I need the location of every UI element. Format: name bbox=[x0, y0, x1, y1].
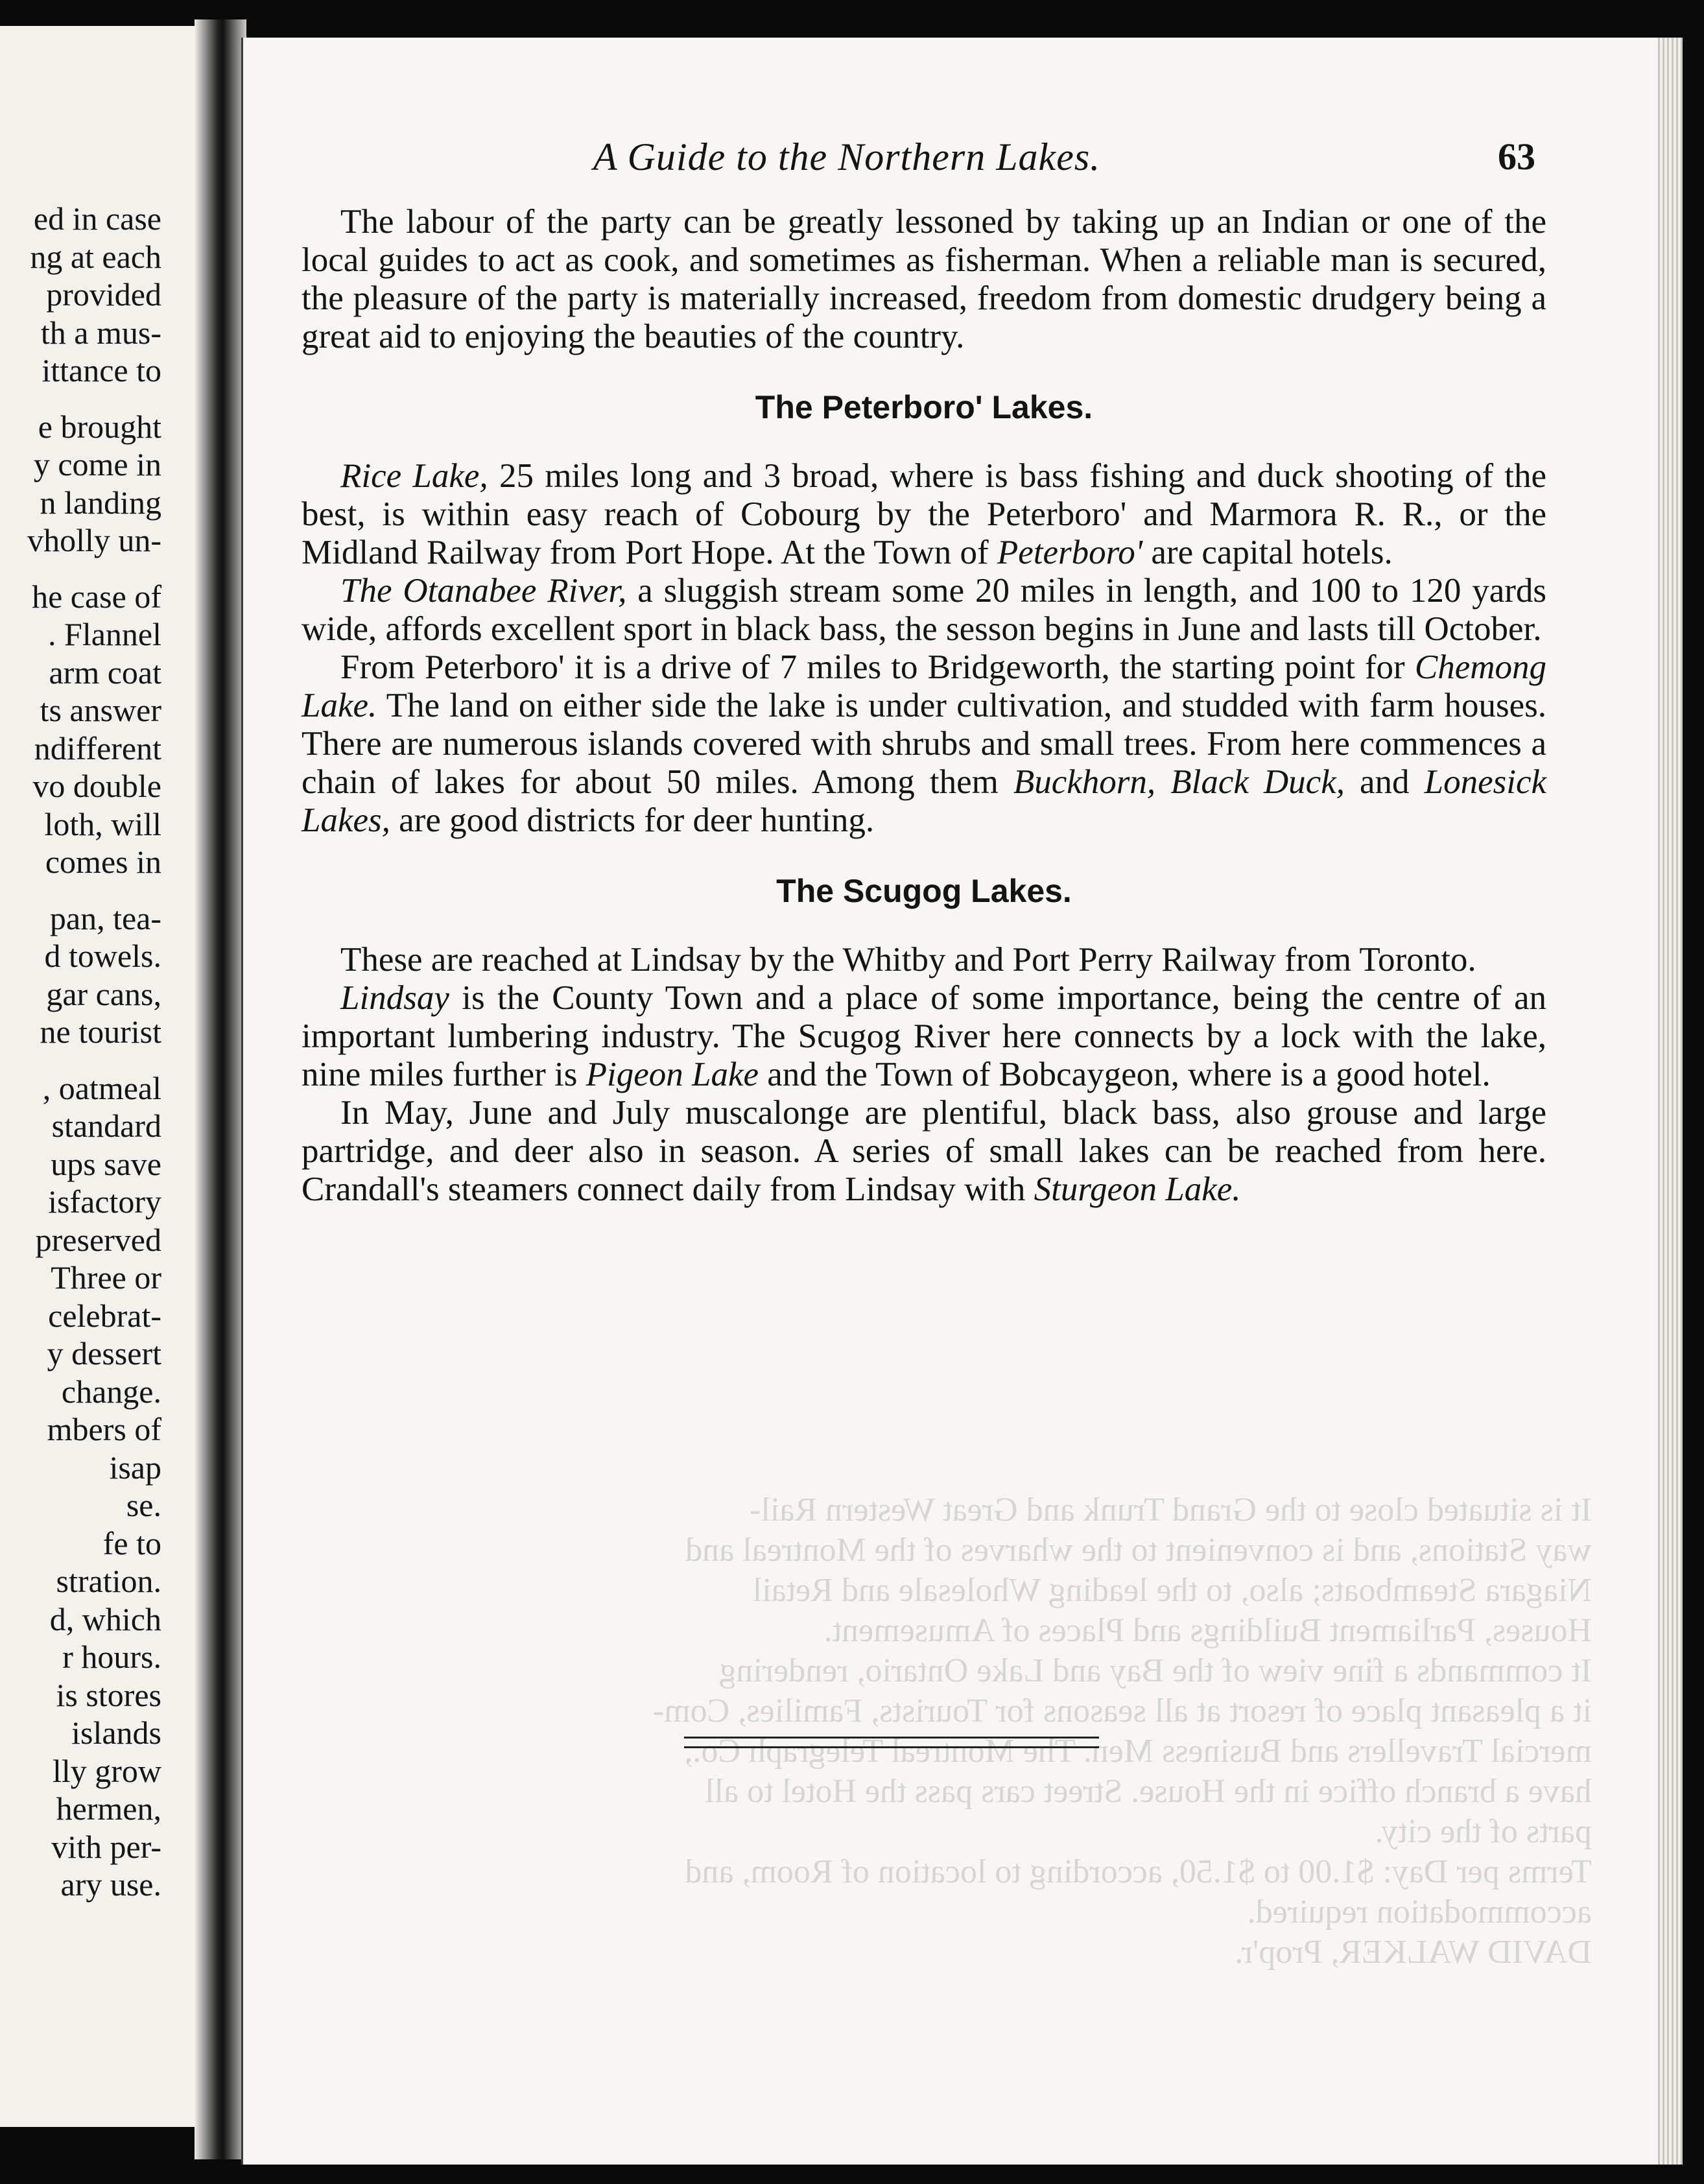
text-span: 25 miles long and 3 broad, where is bass fishing and duck shooting of the best, is within easy reach of Cobourg by the Peterboro' and Marmora R. R., or the Midland Railway from Port Hope. At the Town of bbox=[302, 457, 1546, 571]
left-page-line: provided bbox=[46, 276, 161, 313]
left-page-line: pan, tea- bbox=[49, 899, 161, 936]
left-page-line: vholly un- bbox=[27, 522, 161, 558]
left-page-line: celebrat- bbox=[48, 1297, 161, 1334]
show-through-text bbox=[243, 1490, 1670, 2074]
left-page-line: arm coat bbox=[49, 654, 161, 691]
page-edge bbox=[1658, 38, 1683, 2165]
show-through-line: DAVID WALKER, Prop'r. bbox=[1235, 1934, 1592, 1971]
left-page-line: ary use. bbox=[60, 1866, 161, 1903]
left-page-line: gar cans, bbox=[46, 975, 161, 1012]
left-page-line: comes in bbox=[45, 844, 161, 880]
left-page-line: ups save bbox=[51, 1145, 161, 1182]
end-rule bbox=[684, 1737, 1099, 1748]
left-page-line: hermen, bbox=[56, 1790, 161, 1827]
body-text bbox=[302, 203, 1546, 1209]
paragraph-lindsay bbox=[302, 979, 1546, 1094]
left-page-line: ittance to bbox=[41, 352, 161, 388]
left-page-line: ng at each bbox=[30, 238, 161, 275]
text-span: The land on either side the lake is under cultivation, and studded with farm houses. There are numerous islands covered with shrubs and small trees. From here commences a chain of lakes for about 50 miles. Among them bbox=[302, 687, 1546, 801]
left-page-fragment bbox=[0, 26, 226, 2127]
paragraph-chemong bbox=[302, 648, 1546, 840]
page-number: 63 bbox=[1498, 136, 1535, 178]
left-page-line: ed in case bbox=[33, 200, 161, 237]
left-page-line: he case of bbox=[32, 578, 161, 615]
left-page-line: is stores bbox=[56, 1676, 161, 1713]
left-page-line: ne tourist bbox=[40, 1014, 161, 1050]
paragraph-muscalonge bbox=[302, 1094, 1546, 1209]
left-page-line: e brought bbox=[38, 408, 161, 445]
left-page-line: standard bbox=[51, 1108, 161, 1144]
book-gutter bbox=[195, 19, 246, 2159]
left-page-line: fe to bbox=[102, 1525, 161, 1561]
show-through-line: mercial Travellers and Business Men. The Montreal Telegraph Co., bbox=[684, 1733, 1592, 1770]
place-name: Pigeon Lake bbox=[586, 1056, 759, 1093]
left-page-text bbox=[27, 200, 161, 1904]
left-page-line: se. bbox=[126, 1487, 161, 1523]
show-through-line: parts of the city. bbox=[1375, 1813, 1592, 1850]
text-span: are good districts for deer hunting. bbox=[390, 801, 875, 839]
running-head: A Guide to the Northern Lakes. bbox=[593, 136, 1101, 178]
section-heading-scugog: The Scugog Lakes. bbox=[776, 873, 1072, 909]
left-page-line: ndifferent bbox=[34, 730, 161, 766]
place-name: Buckhorn, Black Duck, bbox=[1013, 763, 1345, 801]
show-through-line: have a branch office in the House. Street cars pass the Hotel to all bbox=[705, 1773, 1592, 1810]
left-page-line: lly grow bbox=[52, 1752, 161, 1789]
paragraph-rice-lake bbox=[302, 457, 1546, 572]
left-page-line: Three or bbox=[51, 1259, 161, 1296]
text-span: a sluggish stream some 20 miles in length, and 100 to 120 yards wide, affords excellent sport in black bass, the sesson begins in June and lasts till October. bbox=[302, 572, 1546, 648]
left-page-line: isfactory bbox=[48, 1183, 161, 1220]
paragraph-lindsay-access: These are reached at Lindsay by the Whitby and Port Perry Railway from Toronto. bbox=[340, 941, 1476, 979]
left-page-line: y dessert bbox=[47, 1335, 161, 1371]
left-page-line: change. bbox=[61, 1373, 161, 1410]
place-name: The Otanabee River, bbox=[340, 572, 627, 610]
text-span: are capital hotels. bbox=[1142, 534, 1393, 571]
left-page-line: . Flannel bbox=[48, 616, 161, 652]
place-name: Lonesick Lakes, bbox=[302, 763, 1546, 839]
left-page-line: stration. bbox=[56, 1563, 161, 1599]
left-page-line: vith per- bbox=[51, 1828, 161, 1865]
show-through-line: It is situated close to the Grand Trunk and Great Western Rail- bbox=[750, 1491, 1592, 1528]
left-page-line: islands bbox=[71, 1715, 161, 1751]
left-page-line: d, which bbox=[49, 1600, 161, 1637]
show-through-line: it a pleasant place of resort at all seasons for Tourists, Families, Com- bbox=[652, 1692, 1592, 1729]
place-name: Peterboro' bbox=[997, 534, 1143, 571]
left-page-line: , oatmeal bbox=[42, 1069, 161, 1106]
text-span: and bbox=[1344, 763, 1425, 801]
show-through-line: It commands a fine view of the Bay and Lake Ontario, rendering bbox=[719, 1652, 1592, 1689]
show-through-line: accommodation required. bbox=[1247, 1893, 1592, 1930]
left-page-line: ts answer bbox=[40, 692, 161, 728]
left-page-line: mbers of bbox=[47, 1411, 161, 1447]
place-name: Lindsay bbox=[340, 979, 449, 1017]
main-page bbox=[241, 38, 1683, 2165]
place-name: Sturgeon Lake. bbox=[1034, 1170, 1241, 1208]
text-span: is the County Town and a place of some importance, being the centre of an important lumbering industry. The Scugog River here connects by a lock with the lake, nine miles further is bbox=[302, 979, 1546, 1093]
paragraph-otanabee bbox=[302, 572, 1546, 648]
left-page-line: n landing bbox=[40, 484, 161, 521]
text-span: From Peterboro' it is a drive of 7 miles to Bridgeworth, the starting point for bbox=[340, 648, 1415, 686]
show-through-line: Terms per Day: $1.00 to $1.50, according to location of Room, and bbox=[685, 1853, 1592, 1890]
show-through-line: Niagara Steamboats; also, to the leading Wholesale and Retail bbox=[752, 1572, 1592, 1609]
left-page-line: d towels. bbox=[44, 938, 161, 974]
left-page-line: th a mus- bbox=[40, 314, 161, 351]
left-page-line: loth, will bbox=[44, 805, 161, 842]
left-page-line: r hours. bbox=[62, 1639, 161, 1675]
section-heading-peterboro: The Peterboro' Lakes. bbox=[755, 389, 1093, 425]
place-name: Rice Lake, bbox=[340, 457, 488, 495]
left-page-line: y come in bbox=[33, 446, 161, 482]
show-through-line: way Stations, and is convenient to the wharves of the Montreal and bbox=[685, 1532, 1592, 1569]
text-span: and the Town of Bobcaygeon, where is a good hotel. bbox=[759, 1056, 1491, 1093]
intro-paragraph: The labour of the party can be greatly lessoned by taking up an Indian or one of the local guides to act as cook, and sometimes as fisherman. When a reliable man is secured, the pleasure of the party is materially increased, freedom from domestic drudgery being a great aid to enjoying the beauties of the country. bbox=[302, 203, 1546, 355]
left-page-line: preserved bbox=[35, 1221, 161, 1258]
left-page-line: isap bbox=[109, 1449, 161, 1486]
show-through-line: Houses, Parliament Buildings and Places of Amusement. bbox=[823, 1612, 1592, 1649]
place-name: Chemong Lake. bbox=[302, 648, 1546, 724]
left-page-line: vo double bbox=[32, 768, 161, 804]
text-span: In May, June and July muscalonge are plentiful, black bass, also grouse and large partridge, and deer also in season. A series of small lakes can be reached from here. Crandall's steamers connect daily from Lindsay with bbox=[302, 1094, 1546, 1208]
